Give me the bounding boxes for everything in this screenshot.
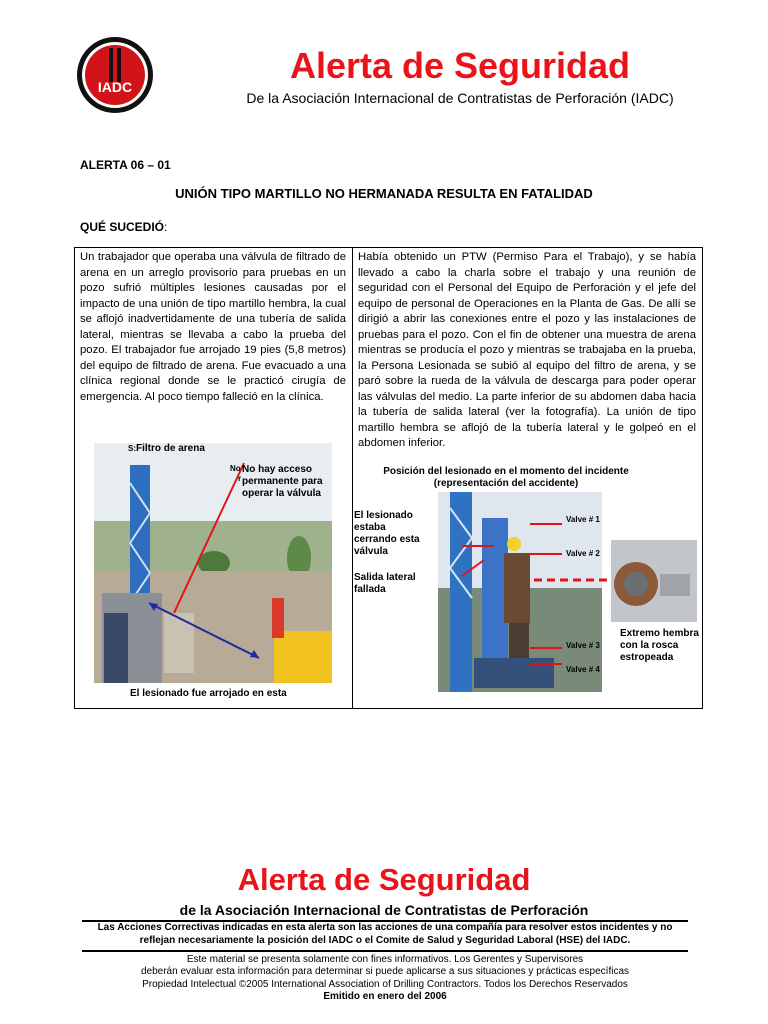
incident-position-photo [354, 488, 702, 706]
sand-filter-photo [94, 443, 332, 707]
footer-rule-bottom [82, 950, 688, 952]
label-access: No hay acceso permanente para operar la válvula [242, 464, 323, 499]
page-subtitle: De la Asociación Internacional de Contratistas de Perforación (IADC) [246, 90, 674, 106]
label-filter-prefix: S: [128, 444, 136, 453]
valve-4-label: Valve # 4 [566, 665, 600, 674]
label-female-end: Extremo hembra con la rosca estropeada [620, 628, 699, 663]
label-filter [128, 443, 205, 455]
footer-title: Alerta de Seguridad [237, 862, 531, 897]
footer-note [82, 954, 688, 1003]
label-outlet: Salida lateral fallada [354, 572, 416, 595]
label-filter-text: Filtro de arena [136, 443, 205, 454]
footer-note-line2: deberán evaluar esta información para determinar si puede aplicarse a sus situaciones y prácticas específicas [140, 966, 630, 978]
alert-headline: UNIÓN TIPO MARTILLO NO HERMANADA RESULTA EN FATALIDAD [175, 186, 593, 201]
photo-title-line2: (representación del accidente) [433, 478, 579, 489]
page-title: Alerta de Seguridad [289, 45, 631, 86]
footer-issued: Emitido en enero del 2006 [323, 990, 447, 1002]
column-divider [352, 247, 353, 709]
valve-2-label: Valve # 2 [566, 549, 600, 558]
alert-id: ALERTA 06 – 01 [80, 158, 171, 172]
valve-1-label: Valve # 1 [566, 515, 600, 524]
left-column-text: Un trabajador que operaba una válvula de filtrado de arena en un arreglo provisorio para pruebas en un pozo sufrió múltiples lesiones causadas por el impacto de una unión de tipo martillo hembra, la cual se aflojó inadvertidamente de una tubería de salida lateral, mientras se llevaba a cabo la prueba del pozo. El trabajador fue arrojado 19 pies (5,8 metros) del equipo de filtrado de arena. Fue evacuado a una clínica regional donde se le practicó cirugía de emergencia. Al poco tiempo falleció en la clínica. [80, 251, 346, 403]
right-column-text: Había obtenido un PTW (Permiso Para el Trabajo), y se había llevado a cabo la charla sobre el trabajo y una reunión de seguridad con el Personal del Equipo de Perforación y el jefe del equipo de personal de Operaciones en la Planta de Gas. De allí se dirigió a abrir las conexiones entre el pozo y las instalaciones de pruebas para el pozo. Con el fin de obtener una muestra de arena mientras se producía el pozo y mientras se trabajaba en la prueba, la Persona Lesionada se subió al equipo del filtro de arena, y se paró sobre la rueda de la válvula de descarga para poder operar las válvulas del medio. La parte inferior de su abdomen daba hacia la tubería de salida lateral (ver la fotografía). La unión de tipo martillo hembra se aflojó de la tubería lateral y le golpeó en el abdomen inferior. [358, 251, 696, 449]
footer-note-line3: Propiedad Intelectual ©2005 International Association of Drilling Contractors. Todos los Derechos Reservados [142, 978, 628, 990]
valve-3-label: Valve # 3 [566, 641, 600, 650]
logo-text: IADC [97, 79, 133, 95]
footer-note-line1: Este material se presenta solamente con fines informativos. Los Gerentes y Supervisores [186, 954, 584, 965]
photo-caption: El lesionado fue arrojado en esta [130, 688, 287, 699]
label-access-stub: r [238, 474, 242, 483]
section-label [80, 220, 167, 234]
photo-title-line1: Posición del lesionado en el momento del incidente [383, 466, 629, 477]
section-label-suffix: : [164, 220, 168, 234]
label-access-prefix: No [230, 464, 241, 473]
label-injured: El lesionado estaba cerrando esta válvula [354, 510, 420, 557]
section-label-text: QUÉ SUCEDIÓ [80, 220, 165, 234]
iadc-logo [76, 36, 154, 114]
footer-subtitle: de la Asociación Internacional de Contratistas de Perforación [179, 902, 589, 918]
footer-disclaimer: Las Acciones Correctivas indicadas en esta alerta son las acciones de una compañía para resolver estos incidentes y no reflejan necesariamente la posición del IADC o el Comite de Salud y Seguridad Laboral (HSE) del IADC. [97, 922, 673, 946]
